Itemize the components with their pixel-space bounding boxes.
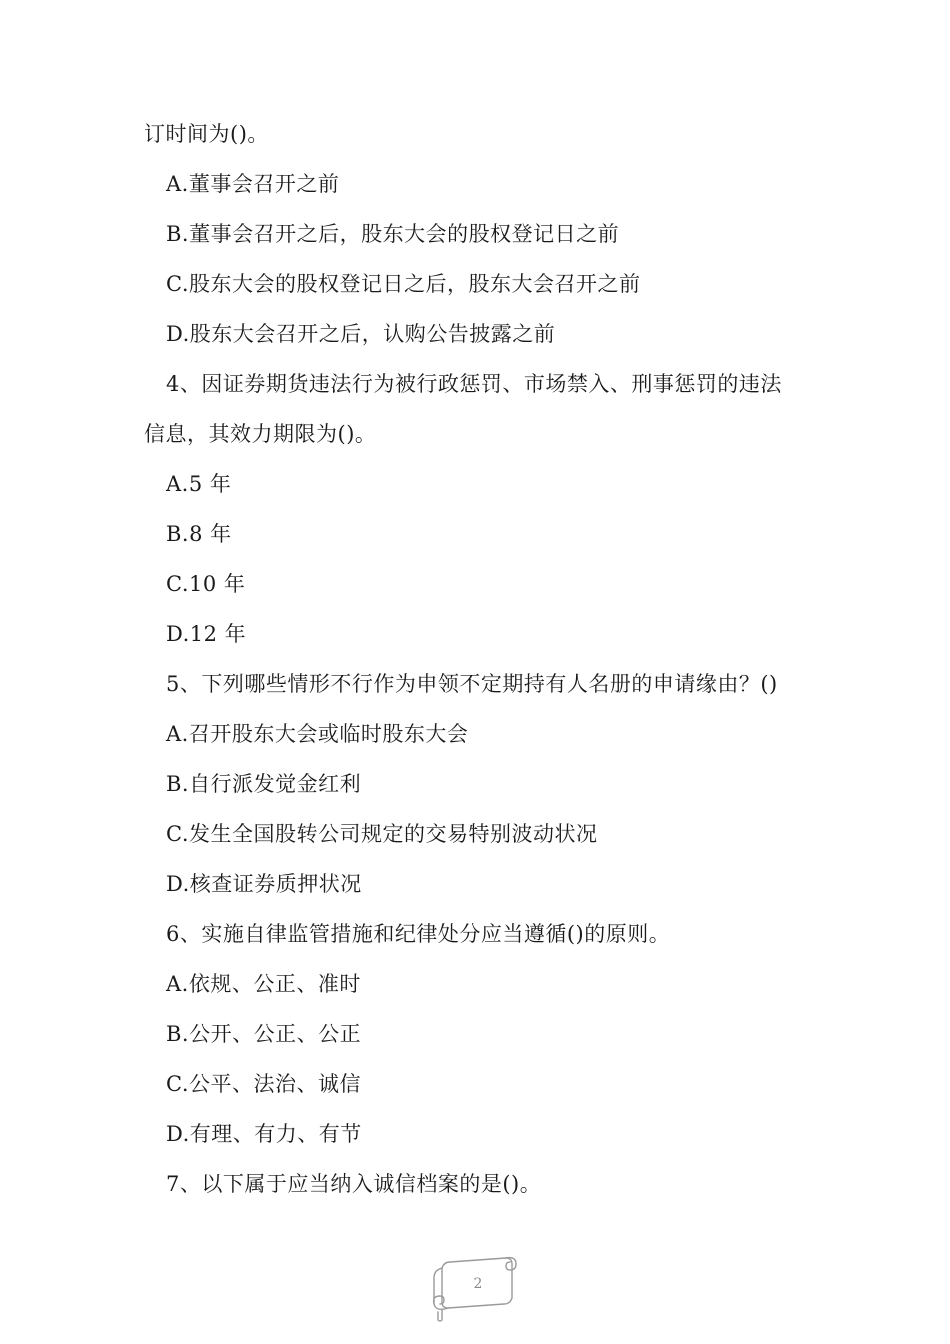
page-number: 2 — [473, 1276, 483, 1292]
question-line: 5、下列哪些情形不行作为申领不定期持有人名册的申请缘由？() — [166, 672, 778, 696]
option-line: B.8 年 — [166, 522, 232, 546]
option-line: C.10 年 — [166, 572, 246, 596]
text-line: 信息，其效力期限为()。 — [144, 422, 377, 446]
option-line: D.12 年 — [166, 622, 247, 646]
option-line: A.依规、公正、准时 — [166, 972, 361, 996]
option-line: D.股东大会召开之后，认购公告披露之前 — [166, 322, 556, 346]
option-line: A.董事会召开之前 — [166, 172, 340, 196]
text-line: 订时间为()。 — [144, 122, 269, 146]
option-line: B.公开、公正、公正 — [166, 1022, 362, 1046]
option-line: B.自行派发觉金红利 — [166, 772, 362, 796]
question-line: 6、实施自律监管措施和纪律处分应当遵循()的原则。 — [166, 922, 671, 946]
question-line: 4、因证券期货违法行为被行政惩罚、市场禁入、刑事惩罚的违法 — [166, 372, 782, 396]
option-line: A.5 年 — [166, 472, 232, 496]
option-line: D.有理、有力、有节 — [166, 1122, 362, 1146]
option-line: C.公平、法治、诚信 — [166, 1072, 361, 1096]
question-line: 7、以下属于应当纳入诚信档案的是()。 — [166, 1172, 542, 1196]
option-line: C.股东大会的股权登记日之后，股东大会召开之前 — [166, 272, 641, 296]
option-line: D.核查证券质押状况 — [166, 872, 362, 896]
option-line: B.董事会召开之后，股东大会的股权登记日之前 — [166, 222, 620, 246]
option-line: C.发生全国股转公司规定的交易特别波动状况 — [166, 822, 598, 846]
option-line: A.召开股东大会或临时股东大会 — [166, 722, 469, 746]
page-number-badge — [428, 1252, 520, 1324]
